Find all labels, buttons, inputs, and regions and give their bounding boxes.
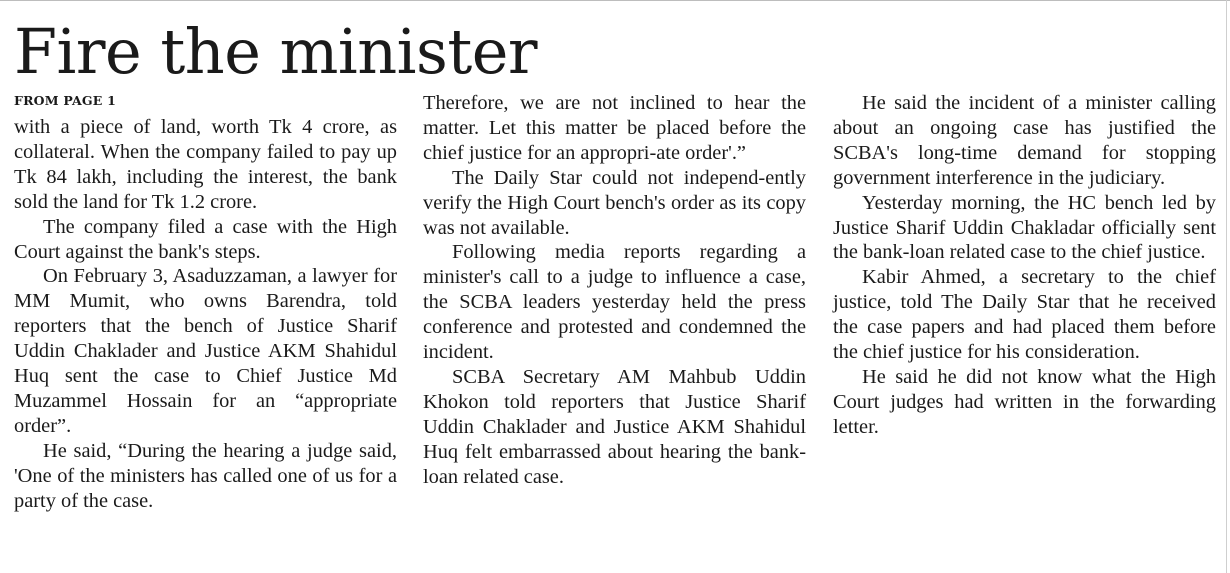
paragraph: SCBA Secretary AM Mahbub Uddin Khokon told reporters that Justice Sharif Uddin Chaklader and Justice AKM Shahidul Huq felt embarrassed about hearing the bank-loan related case.	[423, 365, 806, 488]
paragraph: Therefore, we are not inclined to hear the matter. Let this matter be placed before the chief justice for an appropri-ate order'.”	[423, 92, 806, 164]
paragraph: On February 3, Asaduzzaman, a lawyer for MM Mumit, who owns Barendra, told reporters that the bench of Justice Sharif Uddin Chaklader and Justice AKM Shahidul Huq sent the case to Chief Justice Md Muzammel Hossain for an “appropriate order”.	[14, 265, 397, 437]
paragraph: The company filed a case with the High Court against the bank's steps.	[14, 215, 397, 263]
paragraph: He said he did not know what the High Court judges had written in the forwarding letter.	[833, 365, 1216, 438]
paragraph: Yesterday morning, the HC bench led by Justice Sharif Uddin Chakladar officially sent the bank-loan related case to the chief justice.	[833, 191, 1216, 264]
paragraph: The Daily Star could not independ-ently verify the High Court bench's order as its copy was not available.	[423, 166, 806, 239]
article-column-1	[14, 115, 397, 514]
paragraph: with a piece of land, worth Tk 4 crore, as collateral. When the company failed to pay up Tk 84 lakh, including the interest, the bank sold the land for Tk 1.2 crore.	[14, 116, 397, 213]
column-rule	[1226, 0, 1227, 573]
jump-line: FROM PAGE 1	[14, 93, 116, 108]
article-column-2	[423, 91, 806, 490]
headline: Fire the minister	[14, 15, 538, 88]
paragraph: Following media reports regarding a minister's call to a judge to influence a case, the SCBA leaders yesterday held the press conference and protested and condemned the incident.	[423, 241, 806, 364]
paragraph: He said the incident of a minister calling about an ongoing case has justified the SCBA's long-time demand for stopping government interference in the judiciary.	[833, 92, 1216, 189]
top-rule	[0, 0, 1230, 1]
article-column-3	[833, 91, 1216, 440]
paragraph: Kabir Ahmed, a secretary to the chief justice, told The Daily Star that he received the case papers and had placed them before the chief justice for his consideration.	[833, 266, 1216, 364]
paragraph: He said, “During the hearing a judge said, 'One of the ministers has called one of us for a party of the case.	[14, 439, 397, 512]
